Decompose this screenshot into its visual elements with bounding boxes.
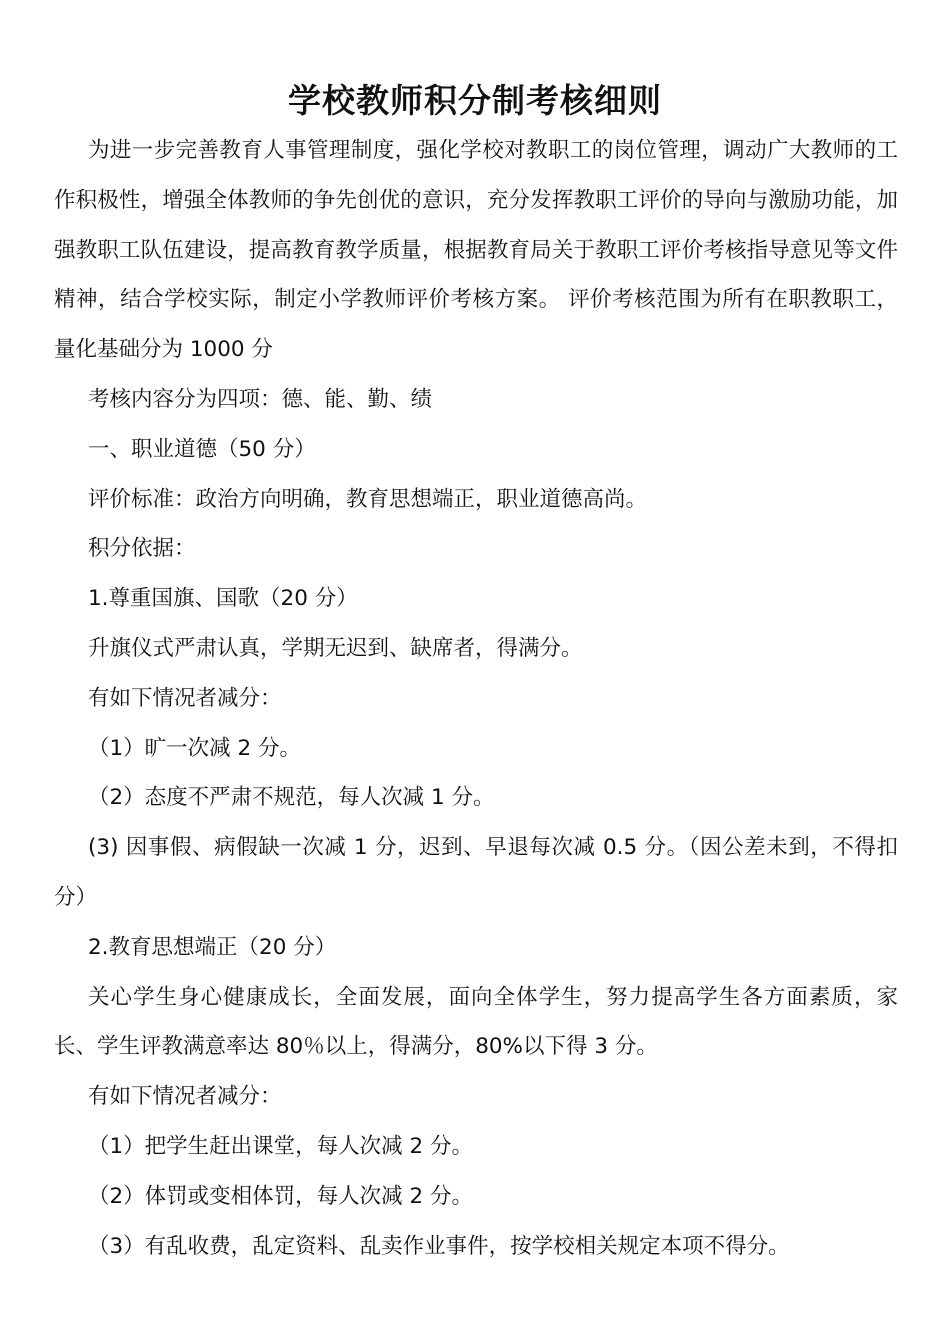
deduction-item-1: （1）旷一次减 2 分。	[88, 735, 302, 761]
subsection-heading-flag-anthem: 1.尊重国旗、国歌（20 分）	[88, 586, 358, 612]
assessment-content-paragraph: 考核内容分为四项：德、能、勤、绩	[88, 386, 433, 412]
deduction-item-2: （2）态度不严肃不规范，每人次减 1 分。	[88, 785, 495, 811]
deduction-item-4: （1）把学生赶出课堂，每人次减 2 分。	[88, 1133, 474, 1159]
evaluation-standard-paragraph: 评价标准：政治方向明确，教育思想端正，职业道德高尚。	[88, 486, 648, 512]
subsection-heading-education-thought: 2.教育思想端正（20 分）	[88, 934, 337, 960]
full-score-condition-paragraph: 升旗仪式严肃认真，学期无迟到、缺席者，得满分。	[88, 635, 583, 661]
student-care-paragraph: 关心学生身心健康成长，全面发展，面向全体学生，努力提高学生各方面素质，家长、学生评教满意率达 80％以上，得满分，80%以下得 3 分。	[54, 984, 898, 1060]
deduction-item-3: (3) 因事假、病假缺一次减 1 分，迟到、早退每次减 0.5 分。（因公差未到，不得扣分）	[54, 835, 898, 910]
intro-paragraph: 为进一步完善教育人事管理制度，强化学校对教职工的岗位管理，调动广大教师的工作积极性，增强全体教师的争先创优的意识，充分发挥教职工评价的导向与激励功能，加强教职工队伍建设，提高教育教学质量，根据教育局关于教职工评价考核指导意见等文件精神，结合学校实际，制定小学教师评价考核方案。 评价考核范围为所有在职教职工，量化基础分为 1000 分	[54, 138, 898, 363]
document-body	[54, 126, 898, 1271]
deduction-intro-paragraph-2: 有如下情况者减分：	[88, 1084, 282, 1110]
section-heading-professional-ethics: 一、职业道德（50 分）	[88, 436, 316, 462]
deduction-item-6: （3）有乱收费，乱定资料、乱卖作业事件，按学校相关规定本项不得分。	[88, 1233, 790, 1259]
scoring-basis-label: 积分依据：	[88, 536, 196, 562]
deduction-intro-paragraph: 有如下情况者减分：	[88, 685, 282, 711]
deduction-item-5: （2）体罚或变相体罚，每人次减 2 分。	[88, 1183, 474, 1209]
document-title: 学校教师积分制考核细则	[288, 81, 662, 120]
